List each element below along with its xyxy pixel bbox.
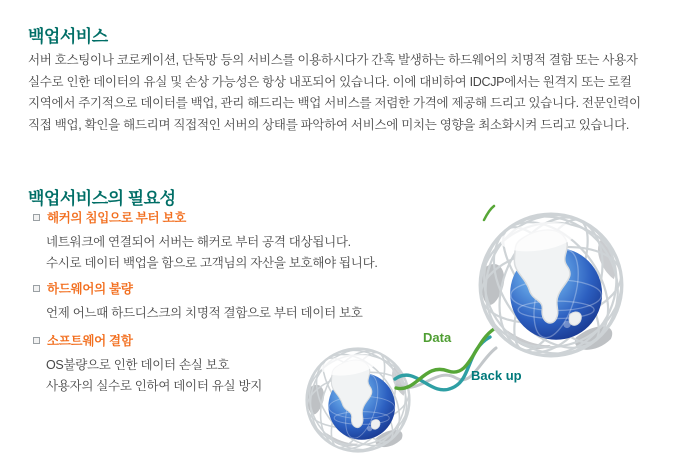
cable-tip: [484, 206, 494, 220]
intro-line: 서버 호스팅이나 코로케이션, 단독망 등의 서비스를 이용하시다가 간혹 발생하는 하드웨어의 치명적 결함 또는 사용자: [28, 53, 638, 67]
section-line: 언제 어느때 하드디스크의 치명적 결함으로 부터 데이터 보호: [46, 306, 363, 320]
section-line: OS불량으로 인한 데이터 손실 보호: [46, 358, 230, 372]
section-line: 사용자의 실수로 인하여 데이터 유실 방지: [46, 379, 263, 393]
page-title: 백업서비스: [28, 27, 108, 47]
section-line: 수시로 데이터 백업을 함으로 고객님의 자산을 보호해야 됩니다.: [46, 256, 378, 270]
square-bullet-icon: [33, 337, 40, 344]
intro-line: 지역에서 주기적으로 데이터를 백업, 관리 해드리는 백업 서비스를 저렴한 가격에 제공해 드리고 있습니다. 전문인력이: [28, 96, 641, 110]
section-line: 네트워크에 연결되어 서버는 해커로 부터 공격 대상됩니다.: [46, 235, 351, 249]
section-heading-label: 소프트웨어 결함: [47, 334, 133, 348]
backup-label: Back up: [471, 368, 522, 383]
section-heading-label: 하드웨어의 불량: [47, 282, 133, 296]
square-bullet-icon: [33, 285, 40, 292]
intro-line: 직접 백업, 확인을 해드리며 직접적인 서버의 상태를 파악하여 서비스에 미치는 영향을 최소화시켜 드리고 있습니다.: [28, 117, 630, 132]
section-heading-label: 해커의 침입으로 부터 보호: [47, 211, 187, 225]
intro-line: 실수로 인한 데이터의 유실 및 손상 가능성은 항상 내포되어 있습니다. 이에 대비하여 IDCJP에서는 원격지 또는 로컬: [28, 74, 632, 89]
necessity-title: 백업서비스의 필요성: [28, 189, 176, 209]
small-globe: [295, 331, 426, 460]
data-label: Data: [423, 330, 452, 345]
globes-illustration: [295, 190, 680, 460]
intro-paragraph: [28, 50, 668, 136]
square-bullet-icon: [33, 214, 40, 221]
